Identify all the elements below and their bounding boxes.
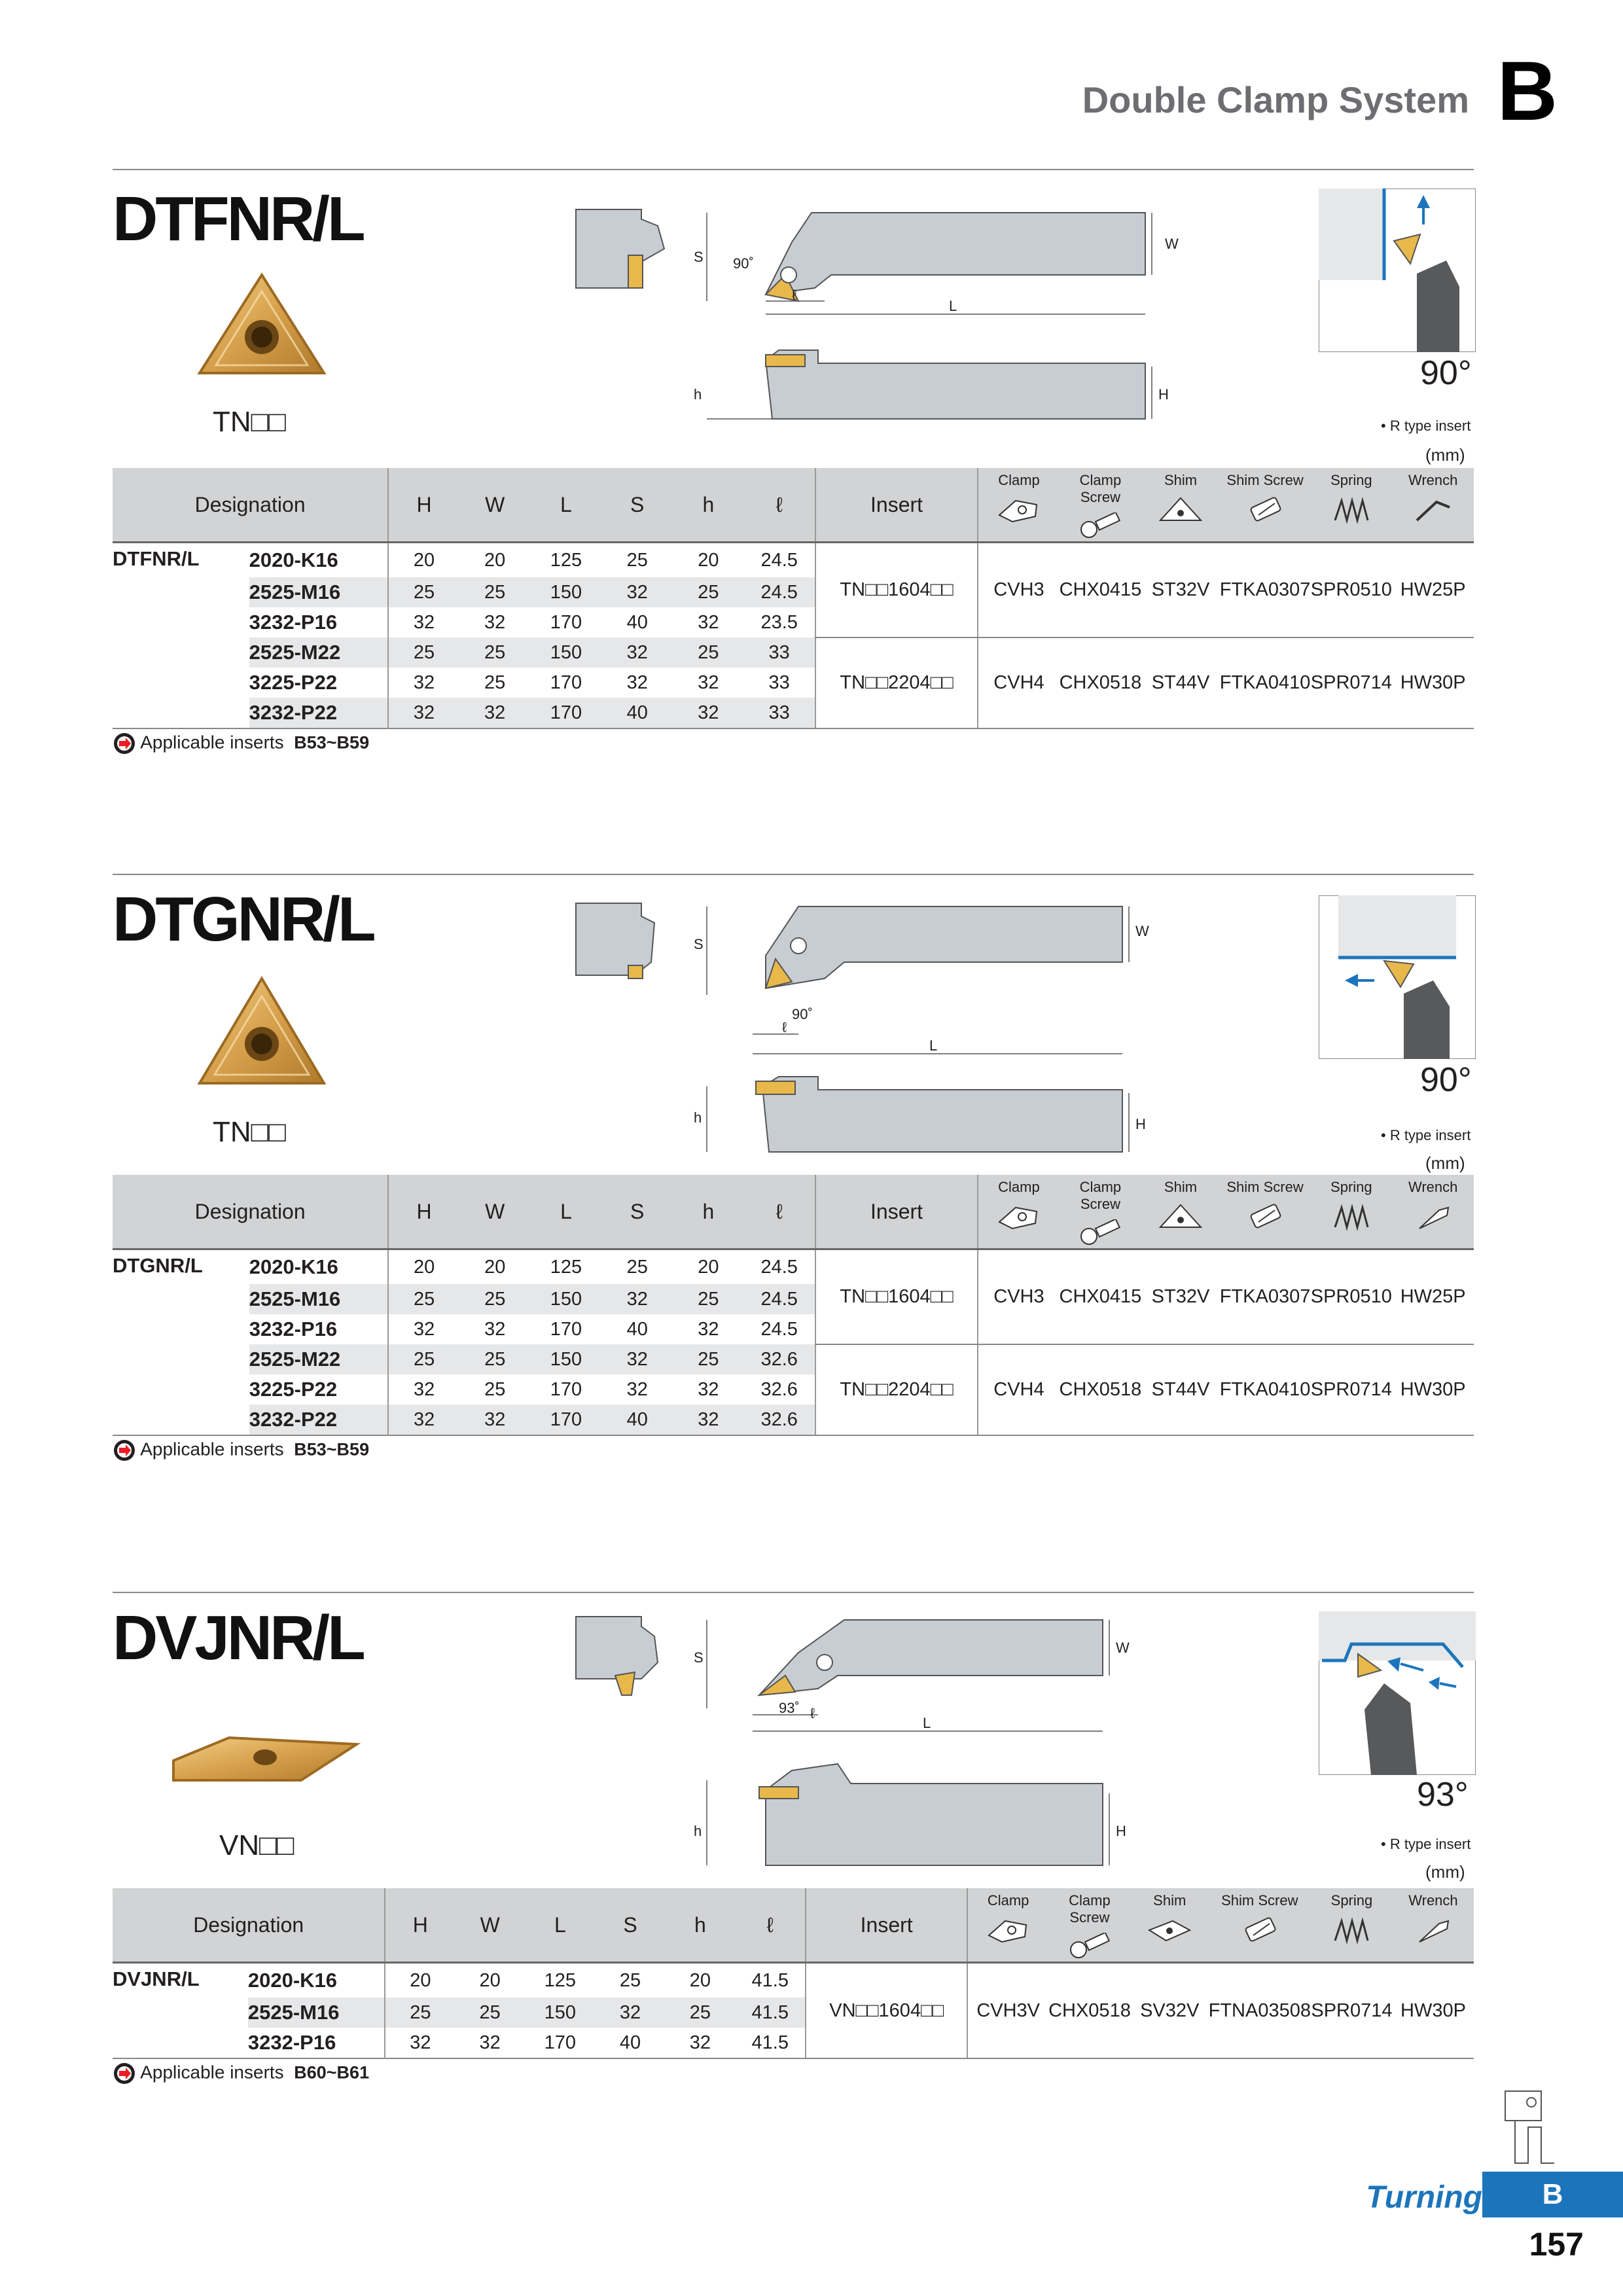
section-title: DVJNR/L [113,1603,363,1673]
designation-cell: 2020-K16 [249,1255,338,1278]
cutting-direction-sketch [1319,895,1476,1059]
insert-cell: VN□□1604□□ [806,1963,967,2059]
shim-screw-icon [1242,1202,1288,1231]
cell: 41.5 [751,2001,789,2023]
designation-cell: 2525-M22 [249,1348,341,1371]
shim-screw-cell: FTKA0410 [1220,1344,1311,1435]
cell: 32 [388,1405,459,1435]
shim-screw-cell: FTKA0307 [1220,1249,1311,1345]
cell: 32 [484,611,506,633]
col-clamp-screw: Clamp Screw [1060,468,1142,543]
cell: 150 [544,2001,577,2023]
col-h: h [702,492,715,516]
cell: 170 [550,1318,582,1340]
cell: 40 [626,702,648,723]
col-insert: Insert [815,1175,978,1249]
wrench-cell: HW30P [1392,1344,1474,1435]
col-H: H [388,468,459,543]
cell: 150 [550,641,582,663]
designation-cell: 3232-P22 [249,1408,338,1431]
col-S: S [630,1199,645,1223]
cell: 32 [698,672,719,693]
family-name: DTFNR/L [113,547,200,570]
col-shim: Shim [1141,468,1219,543]
cell: 25 [698,1288,719,1310]
dim-l: ℓ [792,287,797,303]
spring-cell: SPR0510 [1310,1249,1392,1345]
col-H: H [385,1888,455,1963]
cell: 41.5 [751,1969,789,1991]
cell: 32 [388,607,459,637]
cell: 20 [698,1256,719,1278]
wrench-icon [1410,1202,1456,1231]
dim-L: L [923,1715,931,1731]
col-H: H [388,1175,459,1249]
wrench-cell: HW30P [1393,1963,1474,2059]
clamp-cell: CVH3 [978,1249,1059,1345]
col-clamp: Clamp [978,468,1059,543]
cell: 33 [768,702,790,723]
cell: 170 [550,611,582,633]
cell: 20 [385,1963,455,1998]
col-L: L [560,492,572,516]
section-title: DTFNR/L [113,184,363,254]
cutting-angle: 93° [1417,1776,1469,1814]
col-S: S [623,1912,637,1937]
applicable-inserts [113,732,369,755]
col-clamp-screw: Clamp Screw [1060,1175,1142,1249]
designation-cell: 2020-K16 [249,548,338,571]
dim-h: h [694,1823,702,1839]
col-spring: Spring [1310,468,1392,543]
col-spring: Spring [1311,1888,1393,1963]
cell: 150 [550,581,582,603]
clamp-cell: CVH3V [967,1963,1048,2059]
arrow-circle-icon [113,1439,136,1462]
col-wrench: Wrench [1393,1888,1474,1963]
col-spring: Spring [1310,1175,1392,1249]
applicable-inserts [113,1439,369,1462]
cell: 32 [626,1348,648,1370]
cell: 170 [550,702,582,723]
clamp-icon [986,1916,1031,1945]
holder-dimension-drawing [569,203,1185,439]
unit-label: (mm) [1425,445,1465,465]
spec-table [113,1175,1474,1436]
clamp-screw-cell: CHX0415 [1060,1249,1142,1345]
triangle-insert-image [183,262,340,393]
col-h: h [702,1199,715,1223]
cell: 20 [698,549,719,571]
applicable-inserts [113,2062,369,2085]
cell: 150 [550,1348,582,1370]
col-wrench: Wrench [1392,1175,1474,1249]
clamp-icon [996,1202,1042,1231]
cell: 40 [626,1408,648,1430]
dim-W: W [1116,1640,1130,1656]
cell: 32 [698,611,719,633]
r-type-note: • R type insert [1381,418,1471,434]
cell: 32 [698,1318,719,1340]
cell: 23.5 [760,611,798,633]
designation-cell: 3225-P22 [249,671,338,694]
r-type-note: • R type insert [1381,1127,1471,1143]
shim-screw-icon [1237,1916,1283,1945]
cutting-angle: 90° [1420,1061,1472,1099]
col-W: W [485,492,505,516]
shim-screw-icon [1242,495,1288,524]
cell: 20 [388,543,459,578]
cell: 32 [388,698,459,728]
col-l: ℓ [776,1199,783,1223]
cell: 40 [619,2032,641,2053]
col-clamp: Clamp [967,1888,1048,1963]
shim-screw-cell: FTKA0307 [1220,543,1311,638]
dim-H: H [1158,386,1169,403]
cell: 20 [484,549,506,571]
designation-cell: 2020-K16 [247,1969,338,1992]
spring-cell: SPR0510 [1310,543,1392,638]
cell: 150 [550,1288,582,1310]
dim-S: S [694,1649,704,1666]
col-W: W [485,1199,505,1223]
spring-icon [1329,495,1374,524]
cell: 170 [550,1408,582,1430]
cutting-angle: 90° [1420,354,1472,392]
cell: 32 [626,581,648,603]
r-type-note: • R type insert [1381,1836,1471,1852]
triangle-insert-image [183,969,340,1100]
clamp-cell: CVH4 [978,1344,1059,1435]
family-name: DTGNR/L [113,1254,203,1277]
cell: 41.5 [751,2032,789,2053]
col-W: W [480,1912,500,1937]
cell: 32 [626,1378,648,1400]
section-divider [113,1592,1474,1593]
spec-table [113,1888,1474,2059]
cell: 33 [768,641,790,663]
col-designation: Designation [194,1199,306,1223]
designation-cell: 2525-M16 [249,581,341,603]
spring-cell: SPR0714 [1310,1344,1392,1435]
col-designation: Designation [194,492,306,516]
cell: 32 [388,1374,459,1405]
cell: 32 [388,1314,459,1344]
cell: 40 [626,1318,648,1340]
cell: 25 [698,581,719,603]
col-L: L [554,1912,566,1937]
section-title: DTGNR/L [113,884,374,954]
applicable-range[interactable]: B53~B59 [294,732,370,753]
cell: 25 [484,641,506,663]
clamp-screw-cell: CHX0518 [1060,637,1142,728]
cell: 25 [626,1256,648,1278]
cell: 24.5 [760,1318,798,1340]
insert-cell: TN□□2204□□ [815,1344,978,1435]
shim-icon [1158,1202,1204,1231]
col-wrench: Wrench [1392,468,1474,543]
spring-cell: SPR0714 [1311,1963,1393,2059]
cell: 24.5 [760,549,798,571]
designation-cell: 3232-P22 [249,701,338,724]
cell: 25 [479,2001,501,2023]
shim-icon [1158,495,1204,524]
cell: 33 [768,672,790,693]
cell: 24.5 [760,1288,798,1310]
screw-icon [1067,1933,1113,1962]
insert-cell: TN□□2204□□ [815,637,978,728]
cell: 170 [544,2032,577,2053]
shim-cell: ST44V [1141,637,1219,728]
cell: 32 [689,2032,711,2053]
cell: 125 [550,549,582,571]
spring-icon [1329,1202,1374,1231]
section-letter: B [1497,45,1558,138]
dim-L: L [929,1037,938,1054]
unit-label: (mm) [1425,1862,1465,1882]
cutting-direction-sketch [1319,1611,1476,1775]
clamp-screw-cell: CHX0415 [1060,543,1142,638]
diamond-insert-image [167,1728,363,1800]
cell: 32 [698,702,719,723]
wrench-cell: HW25P [1392,1249,1474,1345]
cutting-direction-sketch [1319,188,1476,352]
shim-screw-cell: FTKA0410 [1220,637,1311,728]
dim-H: H [1116,1823,1126,1839]
dim-S: S [694,936,704,952]
col-insert: Insert [806,1888,967,1963]
cell: 32 [626,641,648,663]
dim-angle: 90˚ [792,1006,813,1022]
cell: 32 [626,672,648,693]
designation-cell: 3225-P22 [249,1378,338,1401]
family-name: DVJNR/L [113,1967,200,1990]
clamp-screw-cell: CHX0518 [1048,1963,1131,2059]
cell: 32 [619,2001,641,2023]
page-number: 157 [1529,2226,1584,2263]
col-designation: Designation [193,1912,304,1937]
cell: 25 [388,1344,459,1374]
dim-W: W [1165,236,1179,252]
cell: 32.6 [760,1348,798,1370]
applicable-range[interactable]: B60~B61 [294,2062,370,2083]
cell: 24.5 [760,581,798,603]
shim-icon [1147,1916,1192,1945]
spring-icon [1329,1916,1374,1945]
designation-cell: 3232-P16 [247,2031,336,2054]
spec-table [113,468,1474,729]
cell: 20 [388,1249,459,1285]
cell: 25 [484,672,506,693]
wrench-icon [1410,495,1456,524]
col-l: ℓ [776,492,783,516]
cell: 24.5 [760,1256,798,1278]
clamp-screw-cell: CHX0518 [1060,1344,1142,1435]
chapter-tab[interactable]: B [1482,2172,1623,2217]
cell: 170 [550,1378,582,1400]
insert-code: TN□□ [213,1116,286,1148]
cell: 32 [385,2028,455,2058]
cell: 25 [689,2001,711,2023]
shim-cell: ST44V [1141,1344,1219,1435]
cell: 25 [698,641,719,663]
dim-S: S [694,249,704,265]
holder-dimension-drawing [569,897,1185,1158]
wrench-cell: HW25P [1392,543,1474,638]
dim-h: h [694,1109,702,1126]
cell: 170 [550,672,582,693]
cell: 32 [484,1318,506,1340]
category-label: Turning [1366,2180,1482,2215]
col-shim-screw: Shim Screw [1220,1175,1311,1249]
shim-cell: SV32V [1131,1963,1209,2059]
cell: 32 [388,668,459,698]
cell: 32.6 [760,1378,798,1400]
cell: 32 [479,2032,501,2053]
applicable-label: Applicable inserts [140,1439,284,1460]
insert-code: TN□□ [213,406,286,438]
unit-label: (mm) [1425,1153,1465,1173]
screw-icon [1077,512,1123,541]
cell: 40 [626,611,648,633]
cell: 20 [689,1969,711,1991]
dim-angle: 93˚ [779,1700,800,1716]
spring-cell: SPR0714 [1310,637,1392,728]
arrow-circle-icon [113,2062,136,2085]
designation-cell: 3232-P16 [249,611,338,634]
cell: 25 [388,637,459,668]
insert-code: VN□□ [219,1829,294,1861]
cell: 32.6 [760,1408,798,1430]
cell: 32 [484,1408,506,1430]
turning-tool-icon [1502,2088,1561,2166]
dim-L: L [949,298,957,314]
col-l: ℓ [766,1912,774,1937]
shim-cell: ST32V [1141,1249,1219,1345]
dim-W: W [1135,923,1149,939]
col-L: L [560,1199,572,1223]
cell: 25 [619,1969,641,1991]
col-clamp-screw: Clamp Screw [1048,1888,1131,1963]
col-shim-screw: Shim Screw [1209,1888,1311,1963]
insert-cell: TN□□1604□□ [815,543,978,638]
designation-cell: 2525-M16 [249,1287,341,1310]
cell: 25 [698,1348,719,1370]
designation-cell: 2525-M22 [249,641,341,664]
clamp-cell: CVH3 [978,543,1059,638]
screw-icon [1077,1219,1123,1248]
cell: 25 [626,549,648,571]
col-shim-screw: Shim Screw [1220,468,1311,543]
col-clamp: Clamp [978,1175,1059,1249]
wrench-cell: HW30P [1392,637,1474,728]
holder-dimension-drawing [569,1610,1185,1872]
cell: 25 [388,577,459,607]
dim-angle: 90˚ [733,255,754,272]
dim-h: h [694,386,702,403]
cell: 20 [479,1969,501,1991]
cell: 125 [544,1969,577,1991]
wrench-icon [1410,1916,1456,1945]
cell: 25 [484,1288,506,1310]
col-insert: Insert [815,468,978,543]
designation-cell: 2525-M16 [247,2001,340,2024]
header-title: Double Clamp System [1082,79,1469,120]
cell: 32 [484,702,506,723]
cell: 125 [550,1256,582,1278]
section-divider [113,169,1474,170]
designation-cell: 3232-P16 [249,1318,338,1340]
cell: 32 [698,1408,719,1430]
cell: 25 [484,1348,506,1370]
dim-l: ℓ [782,1019,787,1035]
cell: 25 [484,1378,506,1400]
dim-H: H [1135,1116,1146,1132]
cell: 32 [698,1378,719,1400]
col-shim: Shim [1131,1888,1209,1963]
arrow-circle-icon [113,732,136,755]
section-divider [113,874,1474,875]
clamp-cell: CVH4 [978,637,1059,728]
col-h: h [694,1912,706,1937]
applicable-label: Applicable inserts [140,732,284,753]
shim-cell: ST32V [1141,543,1219,638]
shim-screw-cell: FTNA03508 [1209,1963,1311,2059]
cell: 25 [388,1284,459,1314]
insert-cell: TN□□1604□□ [815,1249,978,1345]
cell: 32 [626,1288,648,1310]
col-S: S [630,492,645,516]
cell: 25 [484,581,506,603]
col-shim: Shim [1141,1175,1219,1249]
cell: 25 [385,1998,455,2028]
cell: 20 [484,1256,506,1278]
applicable-range[interactable]: B53~B59 [294,1439,370,1460]
clamp-icon [996,495,1042,524]
applicable-label: Applicable inserts [140,2062,284,2083]
dim-l: ℓ [810,1705,815,1721]
